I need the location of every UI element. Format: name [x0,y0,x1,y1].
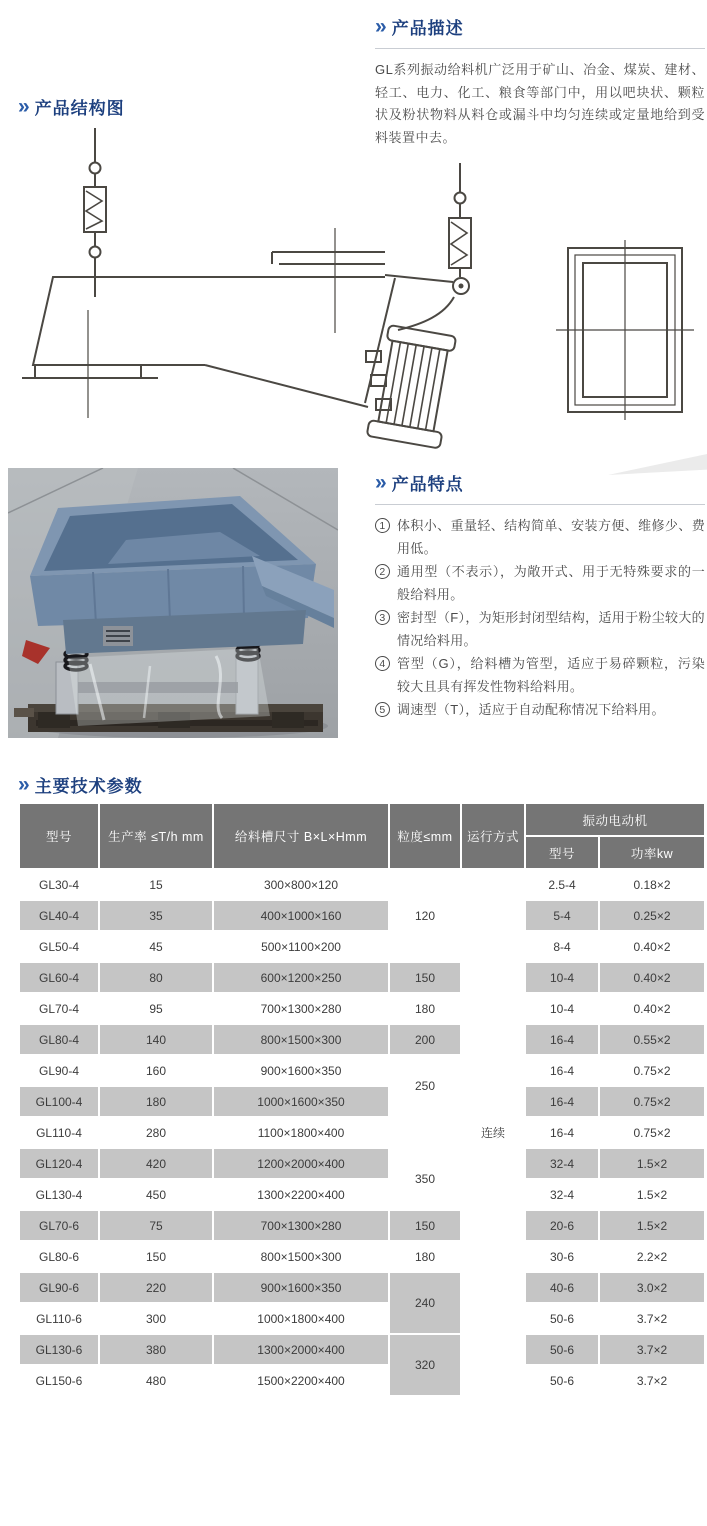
feature-item [375,606,705,652]
cell-granularity: 180 [389,1241,461,1272]
table-row [19,1303,705,1334]
features-heading [375,470,705,495]
cell-motor-power: 3.0×2 [599,1272,705,1303]
cell-size: 800×1500×300 [213,1024,389,1055]
cell-size: 800×1500×300 [213,1241,389,1272]
product-photo [8,468,338,738]
cell-size: 1100×1800×400 [213,1117,389,1148]
cell-motor-power: 1.5×2 [599,1210,705,1241]
heading-divider [375,48,705,49]
cell-rate: 480 [99,1365,213,1396]
cell-motor-model: 16-4 [525,1086,599,1117]
feature-item [375,514,705,560]
heading-divider [375,504,705,505]
feature-item [375,652,705,698]
cell-motor-power: 0.25×2 [599,900,705,931]
cell-size: 700×1300×280 [213,993,389,1024]
cell-model: GL70-4 [19,993,99,1024]
header-granularity: 粒度≤mm [389,803,461,869]
cell-motor-model: 50-6 [525,1365,599,1396]
features-list [375,514,705,721]
cell-motor-power: 2.2×2 [599,1241,705,1272]
cell-motor-power: 0.40×2 [599,993,705,1024]
cell-motor-power: 3.7×2 [599,1365,705,1396]
cell-motor-model: 5-4 [525,900,599,931]
cell-rate: 15 [99,869,213,900]
header-rate: 生产率 ≤T/h mm [99,803,213,869]
cell-model: GL40-4 [19,900,99,931]
cell-motor-model: 10-4 [525,962,599,993]
cell-rate: 35 [99,900,213,931]
cell-rate: 420 [99,1148,213,1179]
cell-run-mode: 连续 [461,869,525,1396]
cell-model: GL30-4 [19,869,99,900]
table-row [19,1024,705,1055]
cell-motor-power: 0.75×2 [599,1055,705,1086]
cell-motor-model: 8-4 [525,931,599,962]
cell-size: 900×1600×350 [213,1055,389,1086]
cell-motor-model: 2.5-4 [525,869,599,900]
cell-size: 500×1100×200 [213,931,389,962]
cell-size: 1000×1800×400 [213,1303,389,1334]
section-features [375,470,705,721]
cell-model: GL80-6 [19,1241,99,1272]
cell-granularity: 250 [389,1055,461,1117]
cell-model: GL100-4 [19,1086,99,1117]
table-row [19,1055,705,1086]
cell-motor-power: 0.75×2 [599,1117,705,1148]
cell-model: GL150-6 [19,1365,99,1396]
features-title: 产品特点 [391,475,464,494]
cell-motor-model: 16-4 [525,1024,599,1055]
table-row [19,931,705,962]
header-run-mode: 运行方式 [461,803,525,869]
cell-model: GL50-4 [19,931,99,962]
table-row [19,1210,705,1241]
cell-model: GL130-6 [19,1334,99,1365]
parameters-table-body [19,869,705,1396]
cell-motor-power: 0.18×2 [599,869,705,900]
feature-text: 体积小、重量轻、结构简单、安装方便、维修少、费用低。 [397,518,705,556]
cell-motor-power: 1.5×2 [599,1179,705,1210]
table-row [19,1148,705,1179]
parameters-table-header [19,803,705,869]
table-row [19,962,705,993]
cell-motor-model: 10-4 [525,993,599,1024]
cell-rate: 380 [99,1334,213,1365]
table-row [19,900,705,931]
feature-number-badge: 1 [375,518,390,533]
cell-model: GL110-6 [19,1303,99,1334]
cell-granularity: 320 [389,1334,461,1396]
description-body: GL系列振动给料机广泛用于矿山、冶金、煤炭、建材、轻工、电力、化工、粮食等部门中，用以吧块状、颗粒状及粉状物料从料仓或漏斗中均匀连续或定量地给到受料装置中去。 [375,62,705,145]
header-motor-power: 功率kw [599,836,705,869]
cell-granularity: 150 [389,962,461,993]
cell-rate: 150 [99,1241,213,1272]
table-row [19,1365,705,1396]
cell-motor-model: 32-4 [525,1148,599,1179]
cell-motor-power: 3.7×2 [599,1303,705,1334]
cell-size: 1300×2000×400 [213,1334,389,1365]
double-chevron-icon: » [375,15,385,38]
section-parameters-heading [18,772,143,797]
cell-motor-power: 1.5×2 [599,1148,705,1179]
cell-rate: 220 [99,1272,213,1303]
feature-number-badge: 3 [375,610,390,625]
cell-size: 1000×1600×350 [213,1086,389,1117]
table-row [19,993,705,1024]
cell-granularity: 180 [389,993,461,1024]
structure-title: 产品结构图 [34,99,125,118]
cell-model: GL110-4 [19,1117,99,1148]
feature-text: 密封型（F），为矩形封闭型结构，适用于粉尘较大的情况给料用。 [397,610,705,648]
section-structure-heading [18,94,125,119]
cell-granularity: 150 [389,1210,461,1241]
cell-motor-model: 20-6 [525,1210,599,1241]
cell-model: GL90-4 [19,1055,99,1086]
cell-rate: 140 [99,1024,213,1055]
header-model: 型号 [19,803,99,869]
cell-granularity: 200 [389,1024,461,1055]
cell-rate: 45 [99,931,213,962]
feature-item [375,560,705,606]
cell-motor-power: 0.55×2 [599,1024,705,1055]
header-trough-size: 给料槽尺寸 B×L×Hmm [213,803,389,869]
cell-size: 700×1300×280 [213,1210,389,1241]
feature-text: 调速型（T），适应于自动配称情况下给料用。 [397,702,665,717]
cell-motor-model: 50-6 [525,1334,599,1365]
cell-model: GL90-6 [19,1272,99,1303]
cell-motor-model: 30-6 [525,1241,599,1272]
cell-granularity: 120 [389,869,461,962]
cell-motor-power: 0.75×2 [599,1086,705,1117]
cell-rate: 180 [99,1086,213,1117]
double-chevron-icon: » [375,471,385,494]
table-row [19,1241,705,1272]
header-motor-group: 振动电动机 [525,803,705,836]
cell-motor-model: 16-4 [525,1055,599,1086]
cell-motor-model: 32-4 [525,1179,599,1210]
cell-model: GL130-4 [19,1179,99,1210]
table-row [19,1179,705,1210]
header-motor-model: 型号 [525,836,599,869]
cell-motor-model: 50-6 [525,1303,599,1334]
parameters-title: 主要技术参数 [34,777,143,796]
parameters-table [18,802,706,1397]
feature-number-badge: 4 [375,656,390,671]
double-chevron-icon: » [18,773,28,796]
cell-motor-power: 0.40×2 [599,931,705,962]
cell-model: GL60-4 [19,962,99,993]
cell-size: 1200×2000×400 [213,1148,389,1179]
cell-rate: 95 [99,993,213,1024]
cell-motor-power: 3.7×2 [599,1334,705,1365]
feature-text: 管型（G），给料槽为管型，适应于易碎颗粒，污染较大且具有挥发性物料给料用。 [397,656,705,694]
table-row [19,1272,705,1303]
feature-item [375,698,705,721]
cell-rate: 280 [99,1117,213,1148]
cell-size: 300×800×120 [213,869,389,900]
cell-model: GL70-6 [19,1210,99,1241]
cell-granularity: 350 [389,1148,461,1210]
cell-granularity: 240 [389,1272,461,1334]
table-row [19,1117,705,1148]
cell-size: 1500×2200×400 [213,1365,389,1396]
cell-size: 600×1200×250 [213,962,389,993]
description-heading [375,14,705,39]
double-chevron-icon: » [18,95,28,118]
cell-rate: 75 [99,1210,213,1241]
cell-rate: 160 [99,1055,213,1086]
feature-number-badge: 5 [375,702,390,717]
cell-model: GL80-4 [19,1024,99,1055]
cell-granularity [389,1117,461,1148]
table-row [19,869,705,900]
cell-rate: 300 [99,1303,213,1334]
cell-model: GL120-4 [19,1148,99,1179]
structure-diagram [8,125,698,460]
feature-number-badge: 2 [375,564,390,579]
cell-motor-model: 16-4 [525,1117,599,1148]
cell-size: 900×1600×350 [213,1272,389,1303]
cell-motor-model: 40-6 [525,1272,599,1303]
cell-size: 400×1000×160 [213,900,389,931]
cell-rate: 80 [99,962,213,993]
description-title: 产品描述 [391,19,464,38]
table-row [19,1086,705,1117]
cell-motor-power: 0.40×2 [599,962,705,993]
feature-text: 通用型（不表示），为敞开式、用于无特殊要求的一般给料用。 [397,564,705,602]
table-row [19,1334,705,1365]
cell-size: 1300×2200×400 [213,1179,389,1210]
cell-rate: 450 [99,1179,213,1210]
